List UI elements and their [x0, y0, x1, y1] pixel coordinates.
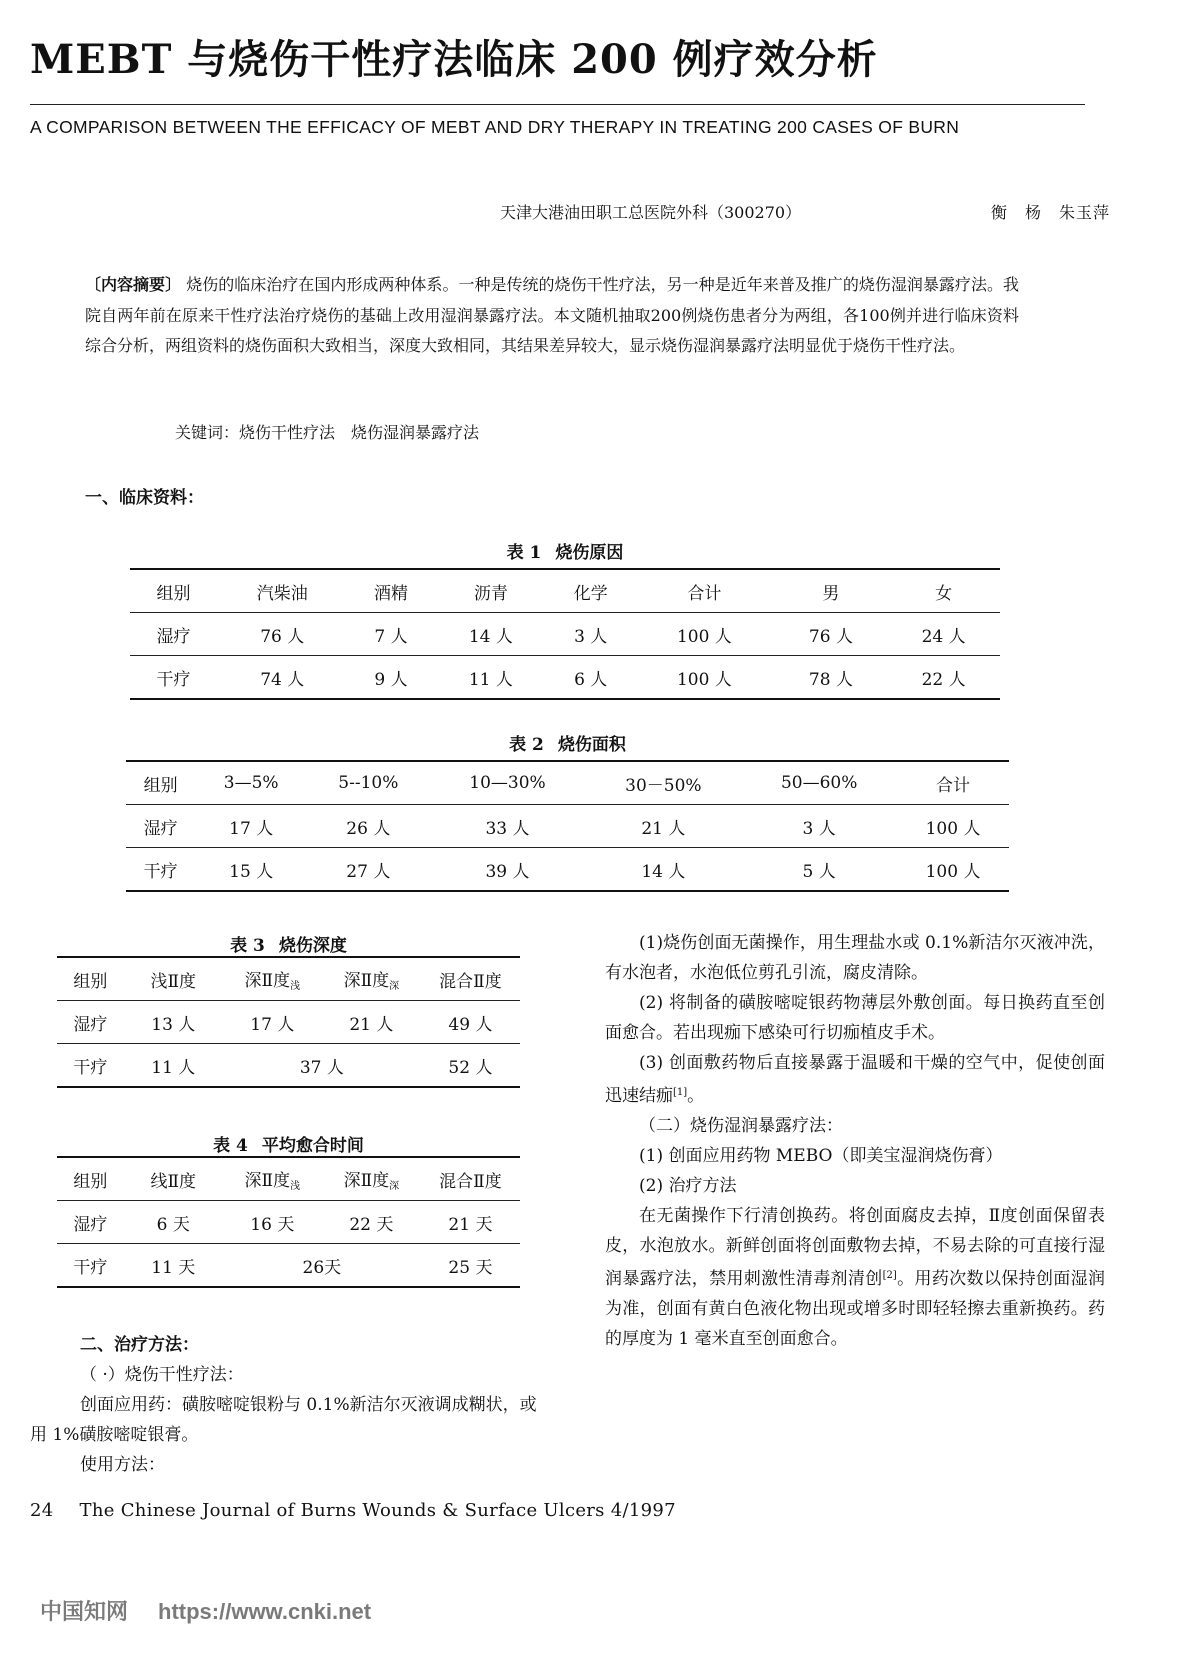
table-header-cell: 化学 [547, 569, 634, 613]
table-cell: 26 人 [307, 805, 430, 848]
table1-number: 表 1 [506, 543, 542, 563]
table-header-row [126, 761, 1009, 805]
citation-ref-2: [2] [882, 1270, 897, 1281]
table-header-cell: 沥青 [435, 569, 548, 613]
table-cell: 74 人 [217, 656, 348, 700]
table-header-cell: 男 [775, 569, 888, 613]
table-header-cell: 汽柴油 [217, 569, 348, 613]
paragraph-usage: 使用方法： [80, 1455, 165, 1475]
table-header-cell: 深Ⅱ度$_深$ [322, 1157, 421, 1201]
table-row [57, 1244, 520, 1288]
table-cell: 16 天 [223, 1201, 322, 1244]
table4-title: 平均愈合时间 [261, 1136, 364, 1155]
table-header-cell: 浅Ⅱ度 [124, 957, 223, 1001]
table2-number: 表 2 [509, 735, 544, 755]
table-cell: 14 人 [435, 613, 548, 656]
table-cell: 49 人 [421, 1001, 520, 1044]
table-cell: 6 天 [124, 1201, 223, 1244]
table-cell: 33 人 [430, 805, 586, 848]
table-header-cell: 50—60% [741, 761, 897, 805]
table-cell: 39 人 [430, 848, 586, 892]
table-cell: 11 人 [124, 1044, 223, 1088]
paragraph-method: (2) 治疗方法 [639, 1176, 737, 1196]
page-number: 24 [30, 1500, 54, 1521]
table-header-cell: 组别 [130, 569, 217, 613]
subheading-mebt: （二）烧伤湿润暴露疗法： [639, 1116, 843, 1136]
paragraph-step3: (3) 创面敷药物后直接暴露于温暖和干燥的空气中，促使创面迅速结痂[1]。 [605, 1053, 1105, 1106]
table-cell: 100 人 [634, 613, 774, 656]
cnki-logo-text: 中国知网 [40, 1599, 129, 1624]
table-cell: 26天 [223, 1244, 421, 1288]
table-cell: 13 人 [124, 1001, 223, 1044]
table-header-cell: 合计 [634, 569, 774, 613]
table-header-cell: 酒精 [348, 569, 435, 613]
table2-burn-area [126, 760, 1009, 892]
table-cell: 78 人 [775, 656, 888, 700]
table-row [130, 656, 1000, 700]
cnki-url[interactable]: https://www.cnki.net [158, 1599, 372, 1624]
abstract [85, 270, 1019, 361]
table-cell: 干疗 [130, 656, 217, 700]
table-cell: 湿疗 [57, 1001, 124, 1044]
table-cell: 7 人 [348, 613, 435, 656]
paragraph-step1: (1)烧伤创面无菌操作，用生理盐水或 0.1%新洁尔灭液冲洗，有水泡者，水泡低位剪孔引流，腐皮清除。 [605, 933, 1105, 983]
table-cell: 100 人 [897, 805, 1009, 848]
table-header-cell: 深Ⅱ度$_深$ [322, 957, 421, 1001]
table-header-cell: 混合Ⅱ度 [421, 957, 520, 1001]
table-cell: 76 人 [775, 613, 888, 656]
table-header-cell: 合计 [897, 761, 1009, 805]
table-cell: 21 人 [322, 1001, 421, 1044]
table-header-cell: 深Ⅱ度$_浅$ [223, 957, 322, 1001]
table2-title: 烧伤面积 [557, 735, 626, 754]
table-cell: 湿疗 [130, 613, 217, 656]
table-cell: 17 人 [223, 1001, 322, 1044]
table-header-cell: 组别 [126, 761, 195, 805]
table-row [130, 613, 1000, 656]
table-header-cell: 女 [887, 569, 1000, 613]
table4-number: 表 4 [213, 1136, 248, 1156]
table-header-cell: 10—30% [430, 761, 586, 805]
table-header-cell: 线Ⅱ度 [124, 1157, 223, 1201]
author-line [500, 200, 1110, 223]
table-cell: 3 人 [741, 805, 897, 848]
table-header-cell: 5--10% [307, 761, 430, 805]
table-cell: 100 人 [634, 656, 774, 700]
paragraph-mebo: (1) 创面应用药物 MEBO（即美宝湿润烧伤膏） [639, 1146, 1003, 1166]
left-column-text [30, 1330, 550, 1480]
table-cell: 17 人 [195, 805, 307, 848]
table-cell: 22 天 [322, 1201, 421, 1244]
table-cell: 3 人 [547, 613, 634, 656]
section-heading-clinical-data: 一、临床资料： [85, 488, 204, 507]
table-cell: 15 人 [195, 848, 307, 892]
table-cell: 干疗 [126, 848, 195, 892]
journal-name: The Chinese Journal of Burns Wounds & Surface Ulcers 4/1997 [79, 1500, 676, 1521]
table-header-cell: 深Ⅱ度$_浅$ [223, 1157, 322, 1201]
table-cell: 37 人 [223, 1044, 421, 1088]
table-cell: 6 人 [547, 656, 634, 700]
article-title: MEBT 与烧伤干性疗法临床 200 例疗效分析 [30, 36, 878, 83]
table-cell: 27 人 [307, 848, 430, 892]
paragraph-procedure: 在无菌操作下行清创换药。将创面腐皮去掉，Ⅱ度创面保留表皮，水泡放水。新鲜创面将创面敷物去掉，不易去除的可直接行湿润暴露疗法，禁用刺激性清毒剂清创[2]。用药次数以保持创面湿润为准，创面有黄白色液化物出现或增多时即轻轻擦去重新换药。药的厚度为 1 毫米直至创面愈合。 [605, 1206, 1106, 1349]
table-header-cell: 3—5% [195, 761, 307, 805]
table-cell: 24 人 [887, 613, 1000, 656]
author-names: 衡 杨 朱玉萍 [990, 203, 1110, 222]
table-header-row [57, 1157, 520, 1201]
table-header-cell: 组别 [57, 957, 124, 1001]
subheading-dry-therapy: （ ·）烧伤干性疗法： [80, 1365, 244, 1385]
abstract-text: 烧伤的临床治疗在国内形成两种体系。一种是传统的烧伤干性疗法，另一种是近年来普及推广的烧伤湿润暴露疗法。我院自两年前在原来干性疗法治疗烧伤的基础上改用湿润暴露疗法。本文随机抽取200例烧伤患者分为两组，各100例并进行临床资料综合分析，两组资料的烧伤面积大致相当，深度大致相同，其结果差异较大，显示烧伤湿润暴露疗法明显优于烧伤干性疗法。 [85, 275, 1019, 355]
paragraph-step2: (2) 将制备的磺胺嘧啶银药物薄层外敷创面。每日换药直至创面愈合。若出现痂下感染可行切痂植皮手术。 [605, 993, 1105, 1043]
page-footer [30, 1500, 676, 1521]
cnki-watermark [40, 1595, 371, 1626]
table1-caption [130, 538, 1000, 563]
table-header-cell: 混合Ⅱ度 [421, 1157, 520, 1201]
table-row [57, 1044, 520, 1088]
table4-caption [57, 1131, 520, 1156]
table-cell: 25 天 [421, 1244, 520, 1288]
table-cell: 100 人 [897, 848, 1009, 892]
table1-title: 烧伤原因 [555, 543, 624, 562]
table-cell: 14 人 [585, 848, 741, 892]
table-row [126, 805, 1009, 848]
citation-ref-1: [1] [673, 1087, 688, 1098]
table-cell: 9 人 [348, 656, 435, 700]
table3-burn-depth [57, 956, 520, 1088]
table-header-cell: 组别 [57, 1157, 124, 1201]
table-cell: 5 人 [741, 848, 897, 892]
table-cell: 21 人 [585, 805, 741, 848]
section-heading-treatment: 二、治疗方法： [80, 1335, 199, 1354]
table-header-row [130, 569, 1000, 613]
table-cell: 干疗 [57, 1044, 124, 1088]
table-row [126, 848, 1009, 892]
table2-caption [126, 730, 1009, 755]
keywords: 关键词：烧伤干性疗法 烧伤湿润暴露疗法 [175, 423, 480, 442]
table4-healing-time [57, 1156, 520, 1288]
table-cell: 11 天 [124, 1244, 223, 1288]
english-title: A COMPARISON BETWEEN THE EFFICACY OF MEBT AND DRY THERAPY IN TREATING 200 CASES OF BURN [30, 117, 960, 137]
paragraph-drug: 创面应用药：磺胺嘧啶银粉与 0.1%新洁尔灭液调成糊状，或用 1%磺胺嘧啶银膏。 [30, 1395, 537, 1445]
table-row [57, 1001, 520, 1044]
table1-burn-causes [130, 568, 1000, 700]
table3-title: 烧伤深度 [278, 936, 347, 955]
table-cell: 湿疗 [57, 1201, 124, 1244]
table-cell: 11 人 [435, 656, 548, 700]
table-cell: 湿疗 [126, 805, 195, 848]
affiliation: 天津大港油田职工总医院外科（300270） [500, 203, 802, 222]
table-cell: 22 人 [887, 656, 1000, 700]
title-rule [30, 104, 1085, 105]
table-cell: 76 人 [217, 613, 348, 656]
table-cell: 干疗 [57, 1244, 124, 1288]
table-row [57, 1201, 520, 1244]
right-column-text [605, 928, 1105, 1354]
table3-caption [57, 931, 520, 956]
table-header-cell: 30－50% [585, 761, 741, 805]
table-header-row [57, 957, 520, 1001]
abstract-label: 〔内容摘要〕 [85, 277, 182, 294]
table-cell: 21 天 [421, 1201, 520, 1244]
table-cell: 52 人 [421, 1044, 520, 1088]
table3-number: 表 3 [230, 936, 265, 956]
